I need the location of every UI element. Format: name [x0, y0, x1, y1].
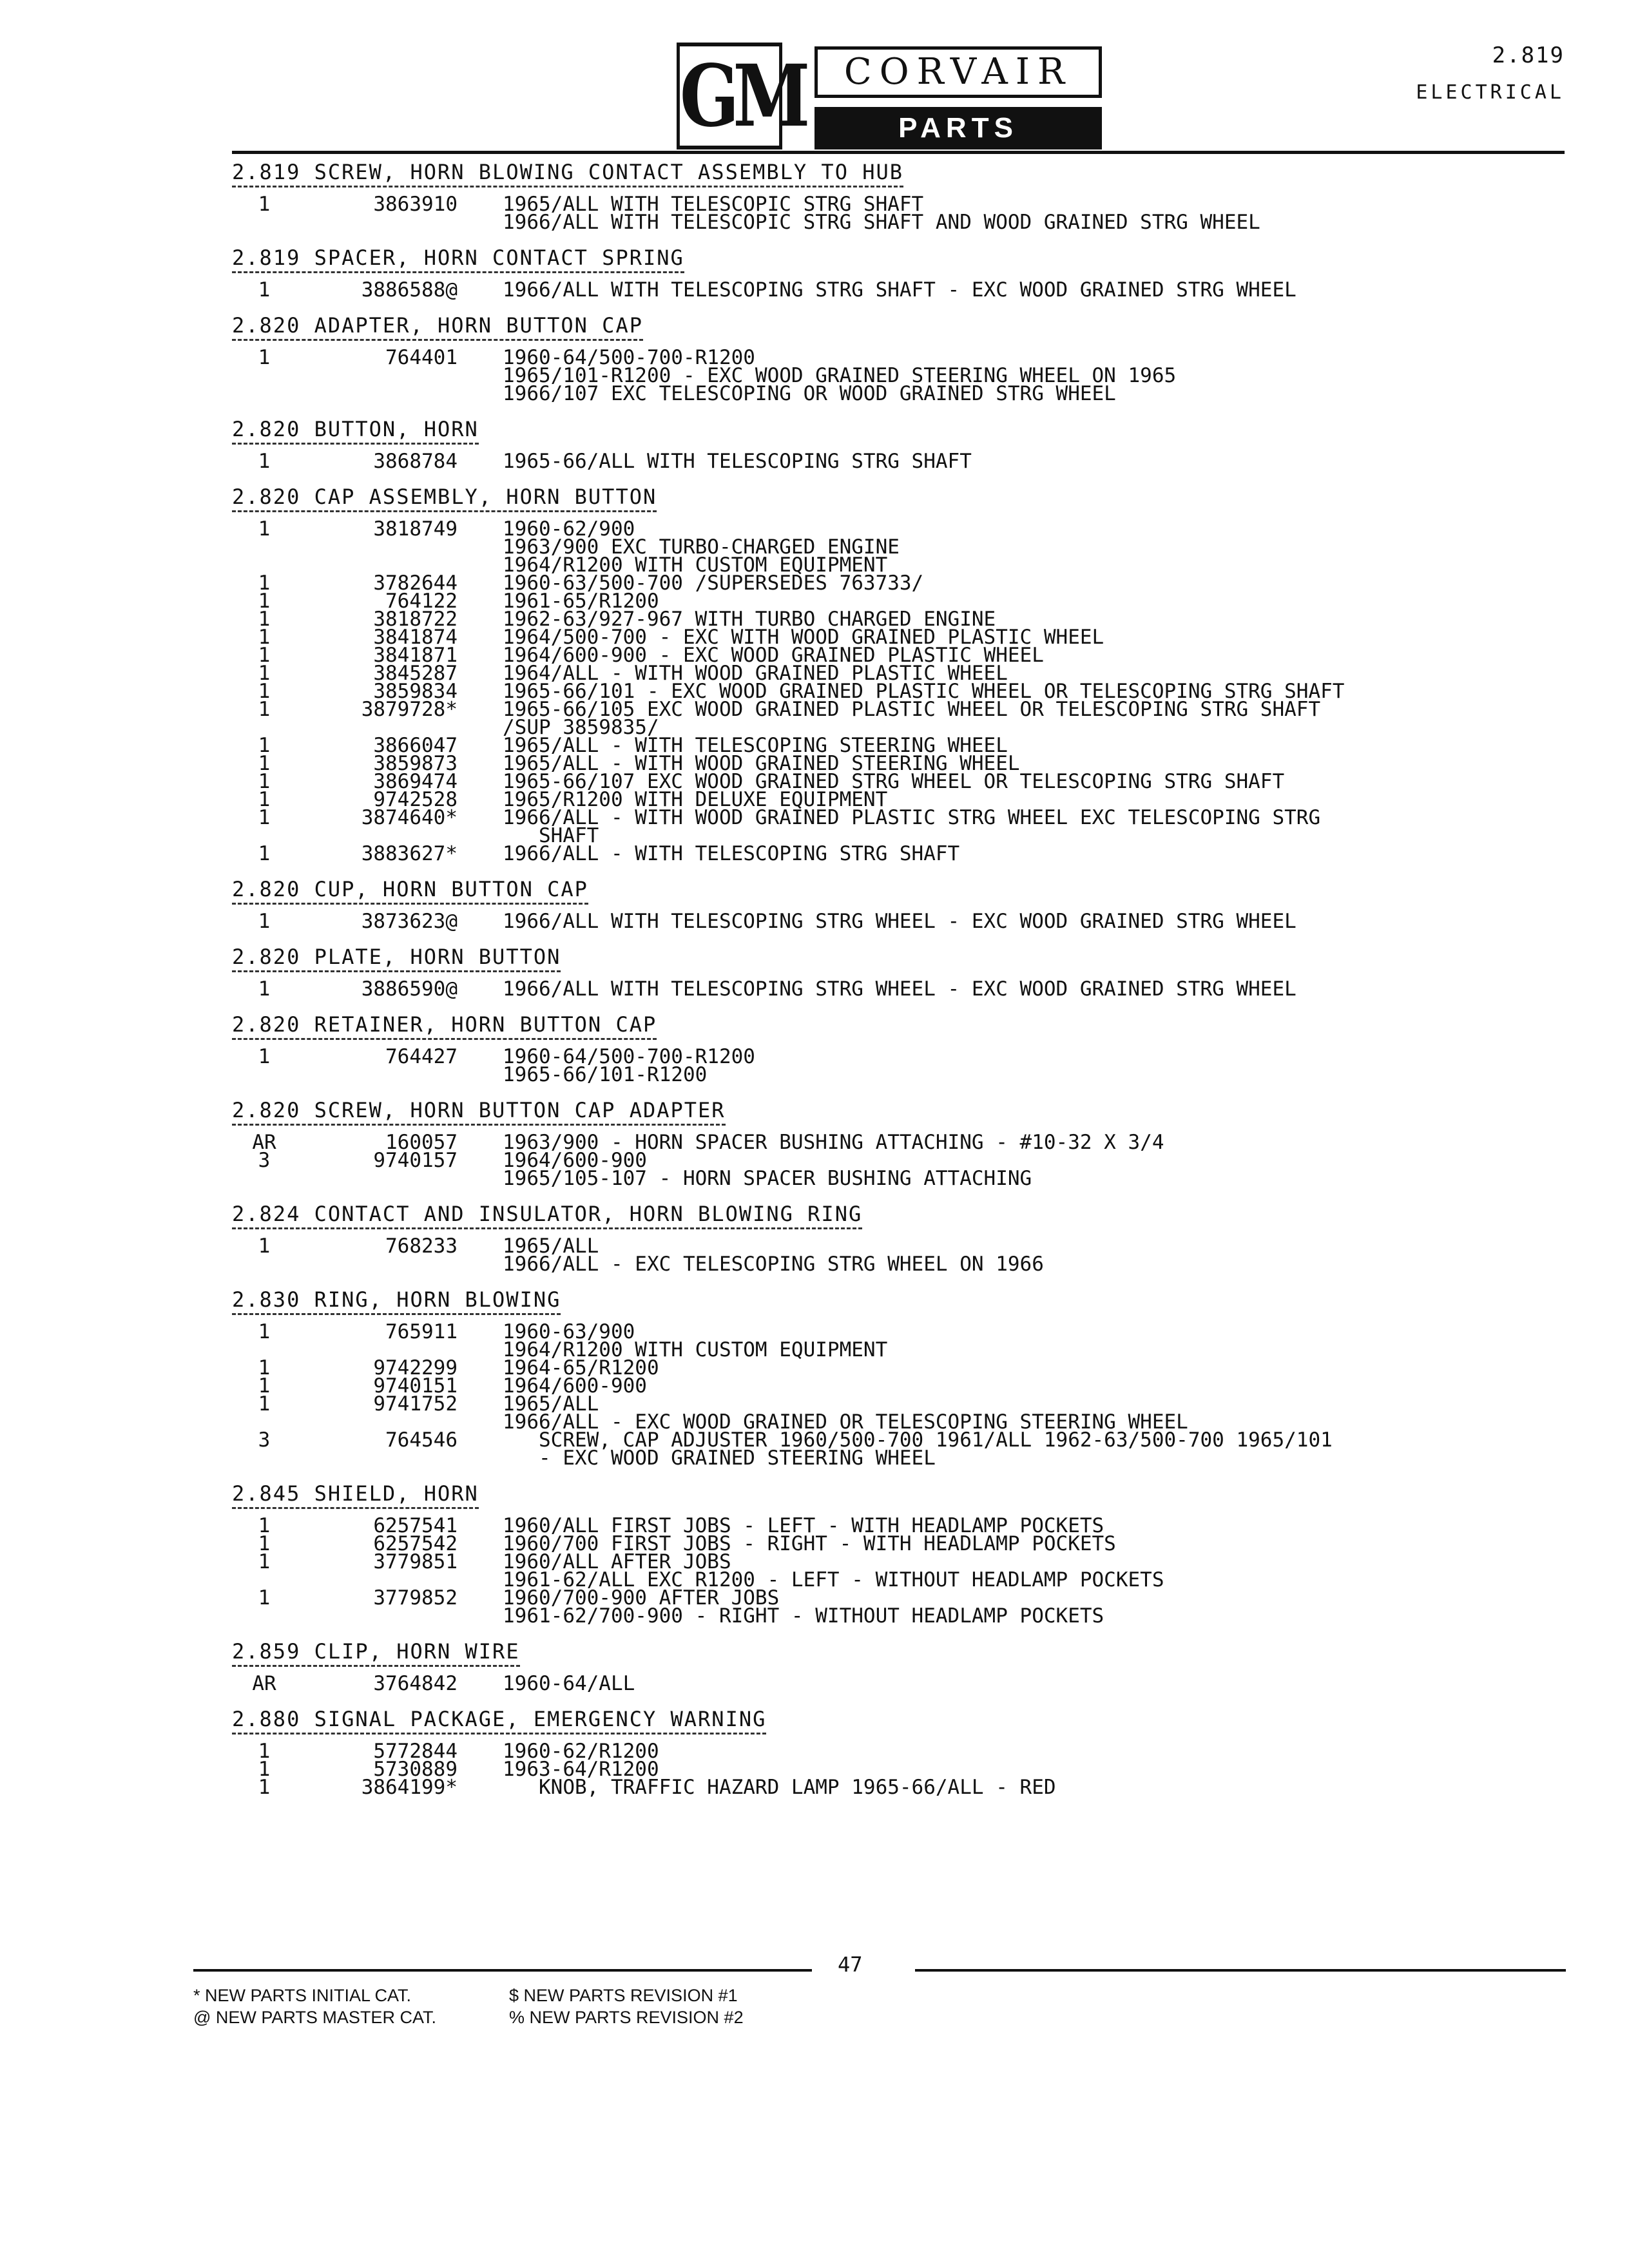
- part-quantity: 1: [258, 842, 271, 865]
- part-group: [232, 240, 1585, 302]
- part-application: [503, 1392, 1188, 1434]
- application-line: 1966/107 EXC TELESCOPING OR WOOD GRAINED STRG WHEEL: [503, 382, 1116, 405]
- part-row: [232, 1672, 1585, 1695]
- part-quantity: 1: [258, 1550, 271, 1573]
- application-line: - EXC WOOD GRAINED STEERING WHEEL: [503, 1446, 936, 1470]
- part-group: [232, 939, 1585, 1001]
- part-number: 3818722: [373, 608, 458, 631]
- part-row: [232, 517, 1585, 577]
- part-group-heading: 2.820 SCREW, HORN BUTTON CAP ADAPTER: [232, 1098, 726, 1126]
- part-quantity: 1: [258, 450, 271, 473]
- application-line: 1960/ALL FIRST JOBS - LEFT - WITH HEADLAMP POCKETS: [503, 1514, 1104, 1537]
- part-quantity: 1: [258, 626, 271, 649]
- application-line: 1965-66/101-R1200: [503, 1063, 708, 1086]
- part-quantity: 1: [258, 517, 271, 541]
- part-quantity: 1: [258, 572, 271, 595]
- part-number: 9740157: [373, 1149, 458, 1172]
- part-quantity: 1: [258, 1514, 271, 1537]
- part-group: [232, 155, 1585, 234]
- legend-item: $ NEW PARTS REVISION #1: [509, 1986, 738, 2005]
- header-divider: [232, 151, 1565, 154]
- part-group-heading: 2.820 CUP, HORN BUTTON CAP: [232, 877, 588, 905]
- application-line: 1965/ALL: [503, 1235, 599, 1258]
- part-number: 9740151: [373, 1374, 458, 1398]
- part-group-heading: 2.820 BUTTON, HORN: [232, 417, 479, 445]
- application-line: 1963/900 EXC TURBO-CHARGED ENGINE: [503, 535, 900, 559]
- application-line: 1964/500-700 - EXC WITH WOOD GRAINED PLASTIC WHEEL: [503, 626, 1104, 649]
- part-application: [503, 910, 1296, 933]
- part-row: [232, 1320, 1585, 1361]
- part-group: [232, 872, 1585, 933]
- application-line: 1966/ALL - WITH WOOD GRAINED PLASTIC STRG WHEEL EXC TELESCOPING STRG: [503, 806, 1321, 829]
- part-group: [232, 1634, 1585, 1693]
- part-row: [232, 1586, 1585, 1628]
- part-number: 3863910: [373, 193, 458, 216]
- part-quantity: 1: [258, 278, 271, 302]
- part-quantity: AR: [252, 1131, 276, 1154]
- application-line: 1960/ALL AFTER JOBS: [503, 1550, 731, 1573]
- part-quantity: 3: [258, 1428, 271, 1452]
- part-number: 5730889: [373, 1758, 458, 1781]
- part-application: [503, 1672, 635, 1695]
- application-line: 1964/600-900 - EXC WOOD GRAINED PLASTIC WHEEL: [503, 644, 1044, 667]
- part-application: [503, 806, 1321, 847]
- application-line: 1964/R1200 WITH CUSTOM EQUIPMENT: [503, 553, 888, 577]
- logo-subtitle: PARTS CATALOGUE: [815, 107, 1102, 149]
- part-quantity: 1: [258, 1235, 271, 1258]
- application-line: 1966/ALL WITH TELESCOPIC STRG SHAFT AND WOOD GRAINED STRG WHEEL: [503, 211, 1260, 234]
- part-row: [232, 910, 1585, 933]
- part-quantity: 1: [258, 770, 271, 793]
- part-number: 3864199*: [361, 1776, 458, 1799]
- part-application: [503, 278, 1296, 302]
- application-line: 1960-64/ALL: [503, 1672, 635, 1695]
- part-application: [503, 1045, 755, 1086]
- part-number: 9742528: [373, 788, 458, 811]
- section-code: 2.819: [1492, 43, 1565, 68]
- gm-logo-mark: GM: [677, 43, 782, 149]
- part-number: 3869474: [373, 770, 458, 793]
- part-quantity: 1: [258, 788, 271, 811]
- part-group-heading: 2.859 CLIP, HORN WIRE: [232, 1639, 520, 1667]
- part-group: [232, 1093, 1585, 1190]
- part-number: 160057: [385, 1131, 458, 1154]
- application-line: 1965/ALL - WITH TELESCOPING STEERING WHEEL: [503, 734, 1008, 757]
- application-line: 1960-63/500-700 /SUPERSEDES 763733/: [503, 572, 924, 595]
- application-line: 1960/700-900 AFTER JOBS: [503, 1586, 780, 1610]
- part-number: 3879728*: [361, 698, 458, 721]
- part-number: 3779851: [373, 1550, 458, 1573]
- part-quantity: 1: [258, 806, 271, 829]
- part-quantity: 1: [258, 734, 271, 757]
- part-number: 3874640*: [361, 806, 458, 829]
- part-group: [232, 308, 1585, 403]
- application-line: 1965-66/105 EXC WOOD GRAINED PLASTIC WHEEL OR TELESCOPING STRG SHAFT: [503, 698, 1321, 721]
- part-group: [232, 479, 1585, 863]
- part-row: [232, 977, 1585, 1001]
- part-number: 5772844: [373, 1740, 458, 1763]
- part-group-heading: 2.819 SPACER, HORN CONTACT SPRING: [232, 245, 684, 273]
- legend-item: % NEW PARTS REVISION #2: [509, 2008, 744, 2027]
- part-application: [503, 1586, 1104, 1628]
- part-number: 3818749: [373, 517, 458, 541]
- part-number: 6257542: [373, 1532, 458, 1555]
- part-quantity: 1: [258, 1740, 271, 1763]
- application-line: 1966/ALL - WITH TELESCOPING STRG SHAFT: [503, 842, 960, 865]
- part-number: 3841871: [373, 644, 458, 667]
- part-application: [503, 193, 1260, 234]
- application-line: 1962-63/927-967 WITH TURBO CHARGED ENGINE: [503, 608, 996, 631]
- part-quantity: 1: [258, 1758, 271, 1781]
- logo-brand-name: CORVAIR: [815, 46, 1102, 98]
- application-line: 1964-65/R1200: [503, 1356, 659, 1379]
- part-group-heading: 2.820 RETAINER, HORN BUTTON CAP: [232, 1012, 657, 1040]
- part-quantity: 1: [258, 1320, 271, 1343]
- part-row: [232, 1392, 1585, 1434]
- part-number: 6257541: [373, 1514, 458, 1537]
- part-row: [232, 1428, 1585, 1470]
- part-group-heading: 2.819 SCREW, HORN BLOWING CONTACT ASSEMBLY TO HUB: [232, 160, 903, 187]
- application-line: 1963/900 - HORN SPACER BUSHING ATTACHING - #10-32 X 3/4: [503, 1131, 1164, 1154]
- part-application: [503, 1550, 1164, 1591]
- part-application: [503, 517, 900, 577]
- part-quantity: 1: [258, 1776, 271, 1799]
- part-number: 9741752: [373, 1392, 458, 1416]
- part-number: 3886588@: [361, 278, 458, 302]
- application-line: 1960-64/500-700-R1200: [503, 346, 755, 369]
- part-number: 3782644: [373, 572, 458, 595]
- part-row: [232, 1776, 1585, 1799]
- part-row: [232, 842, 1585, 865]
- part-quantity: 1: [258, 662, 271, 685]
- part-group-heading: 2.830 RING, HORN BLOWING: [232, 1287, 561, 1315]
- parts-list: [232, 155, 1585, 1805]
- part-group-heading: 2.845 SHIELD, HORN: [232, 1481, 479, 1509]
- part-application: [503, 346, 1177, 405]
- application-line: 1960-64/500-700-R1200: [503, 1045, 755, 1068]
- part-group-heading: 2.820 CAP ASSEMBLY, HORN BUTTON: [232, 485, 657, 512]
- part-group-heading: 2.824 CONTACT AND INSULATOR, HORN BLOWING RING: [232, 1202, 862, 1229]
- part-quantity: 1: [258, 1392, 271, 1416]
- part-quantity: 1: [258, 1532, 271, 1555]
- part-number: 3779852: [373, 1586, 458, 1610]
- part-group: [232, 1476, 1585, 1628]
- part-number: 3883627*: [361, 842, 458, 865]
- part-application: [503, 1320, 888, 1361]
- application-line: 1964/600-900: [503, 1374, 647, 1398]
- part-application: [503, 977, 1296, 1001]
- part-application: [503, 450, 972, 473]
- part-row: [232, 1045, 1585, 1086]
- footer-divider-right: [915, 1969, 1566, 1972]
- part-number: 3845287: [373, 662, 458, 685]
- part-quantity: 1: [258, 346, 271, 369]
- application-line: /SUP 3859835/: [503, 716, 659, 739]
- part-number: 3859873: [373, 752, 458, 775]
- application-line: 1965/ALL WITH TELESCOPIC STRG SHAFT: [503, 193, 924, 216]
- application-line: SHAFT: [503, 824, 599, 847]
- part-quantity: 3: [258, 1149, 271, 1172]
- part-application: [503, 1428, 1333, 1470]
- application-line: 1965/ALL - WITH WOOD GRAINED STEERING WHEEL: [503, 752, 1020, 775]
- part-quantity: 1: [258, 698, 271, 721]
- application-line: 1964/600-900: [503, 1149, 647, 1172]
- application-line: 1965-66/101 - EXC WOOD GRAINED PLASTIC WHEEL OR TELESCOPING STRG SHAFT: [503, 680, 1345, 703]
- part-quantity: 1: [258, 1374, 271, 1398]
- part-number: 764122: [385, 590, 458, 613]
- part-application: [503, 842, 960, 865]
- footer-divider-left: [193, 1969, 812, 1972]
- catalogue-logo: [677, 43, 1102, 186]
- part-row: [232, 1550, 1585, 1591]
- part-quantity: 1: [258, 608, 271, 631]
- part-row: [232, 806, 1585, 847]
- part-quantity: 1: [258, 977, 271, 1001]
- part-application: [503, 1776, 1056, 1799]
- part-number: 765911: [385, 1320, 458, 1343]
- part-quantity: 1: [258, 910, 271, 933]
- application-line: 1965/R1200 WITH DELUXE EQUIPMENT: [503, 788, 888, 811]
- part-group: [232, 1702, 1585, 1799]
- part-number: 3868784: [373, 450, 458, 473]
- part-row: [232, 1149, 1585, 1190]
- part-quantity: 1: [258, 1356, 271, 1379]
- part-quantity: 1: [258, 644, 271, 667]
- part-number: 3859834: [373, 680, 458, 703]
- part-application: [503, 1149, 1032, 1190]
- part-group: [232, 412, 1585, 473]
- application-line: 1960-62/R1200: [503, 1740, 659, 1763]
- part-row: [232, 346, 1585, 405]
- application-line: 1961-62/ALL EXC R1200 - LEFT - WITHOUT HEADLAMP POCKETS: [503, 1568, 1164, 1591]
- part-quantity: 1: [258, 590, 271, 613]
- part-number: 764427: [385, 1045, 458, 1068]
- footer-legend: [193, 1984, 812, 2028]
- part-number: 764401: [385, 346, 458, 369]
- application-line: 1961-65/R1200: [503, 590, 659, 613]
- part-quantity: 1: [258, 1045, 271, 1068]
- part-group: [232, 1282, 1585, 1470]
- part-number: 9742299: [373, 1356, 458, 1379]
- application-line: 1960/700 FIRST JOBS - RIGHT - WITH HEADLAMP POCKETS: [503, 1532, 1116, 1555]
- application-line: 1965/101-R1200 - EXC WOOD GRAINED STEERING WHEEL ON 1965: [503, 364, 1177, 387]
- application-line: 1966/ALL WITH TELESCOPING STRG WHEEL - EXC WOOD GRAINED STRG WHEEL: [503, 910, 1296, 933]
- part-quantity: AR: [252, 1672, 276, 1695]
- part-number: 764546: [385, 1428, 458, 1452]
- application-line: 1965/105-107 - HORN SPACER BUSHING ATTACHING: [503, 1167, 1032, 1190]
- part-row: [232, 698, 1585, 739]
- part-group: [232, 1007, 1585, 1084]
- part-group: [232, 1196, 1585, 1276]
- application-line: 1960-63/900: [503, 1320, 635, 1343]
- application-line: 1965-66/107 EXC WOOD GRAINED STRG WHEEL OR TELESCOPING STRG SHAFT: [503, 770, 1285, 793]
- application-line: KNOB, TRAFFIC HAZARD LAMP 1965-66/ALL - RED: [503, 1776, 1056, 1799]
- part-group-heading: 2.820 PLATE, HORN BUTTON: [232, 945, 561, 972]
- part-row: [232, 1235, 1585, 1276]
- part-application: [503, 1235, 1044, 1276]
- part-row: [232, 278, 1585, 302]
- part-application: [503, 698, 1321, 739]
- application-line: 1965/ALL: [503, 1392, 599, 1416]
- part-number: 768233: [385, 1235, 458, 1258]
- application-line: 1960-62/900: [503, 517, 635, 541]
- part-row: [232, 450, 1585, 473]
- legend-item: * NEW PARTS INITIAL CAT.: [193, 1986, 412, 2005]
- application-line: 1966/ALL WITH TELESCOPING STRG WHEEL - EXC WOOD GRAINED STRG WHEEL: [503, 977, 1296, 1001]
- part-group-heading: 2.820 ADAPTER, HORN BUTTON CAP: [232, 313, 643, 341]
- application-line: 1961-62/700-900 - RIGHT - WITHOUT HEADLAMP POCKETS: [503, 1604, 1104, 1628]
- application-line: 1966/ALL - EXC TELESCOPING STRG WHEEL ON 1966: [503, 1253, 1044, 1276]
- part-row: [232, 193, 1585, 234]
- part-group-heading: 2.880 SIGNAL PACKAGE, EMERGENCY WARNING: [232, 1707, 766, 1735]
- part-number: 3886590@: [361, 977, 458, 1001]
- application-line: 1963-64/R1200: [503, 1758, 659, 1781]
- part-number: 3841874: [373, 626, 458, 649]
- application-line: 1965-66/ALL WITH TELESCOPING STRG SHAFT: [503, 450, 972, 473]
- part-quantity: 1: [258, 752, 271, 775]
- page-number: 47: [838, 1952, 863, 1977]
- application-line: 1966/ALL WITH TELESCOPING STRG SHAFT - EXC WOOD GRAINED STRG WHEEL: [503, 278, 1296, 302]
- application-line: 1966/ALL - EXC WOOD GRAINED OR TELESCOPING STEERING WHEEL: [503, 1410, 1188, 1434]
- part-quantity: 1: [258, 1586, 271, 1610]
- legend-item: @ NEW PARTS MASTER CAT.: [193, 2008, 436, 2027]
- application-line: 1964/ALL - WITH WOOD GRAINED PLASTIC WHEEL: [503, 662, 1008, 685]
- application-line: 1964/R1200 WITH CUSTOM EQUIPMENT: [503, 1338, 888, 1361]
- part-quantity: 1: [258, 680, 271, 703]
- part-quantity: 1: [258, 193, 271, 216]
- part-number: 3866047: [373, 734, 458, 757]
- application-line: SCREW, CAP ADJUSTER 1960/500-700 1961/ALL 1962-63/500-700 1965/101: [503, 1428, 1333, 1452]
- part-number: 3873623@: [361, 910, 458, 933]
- section-title: ELECTRICAL: [1416, 81, 1565, 104]
- part-number: 3764842: [373, 1672, 458, 1695]
